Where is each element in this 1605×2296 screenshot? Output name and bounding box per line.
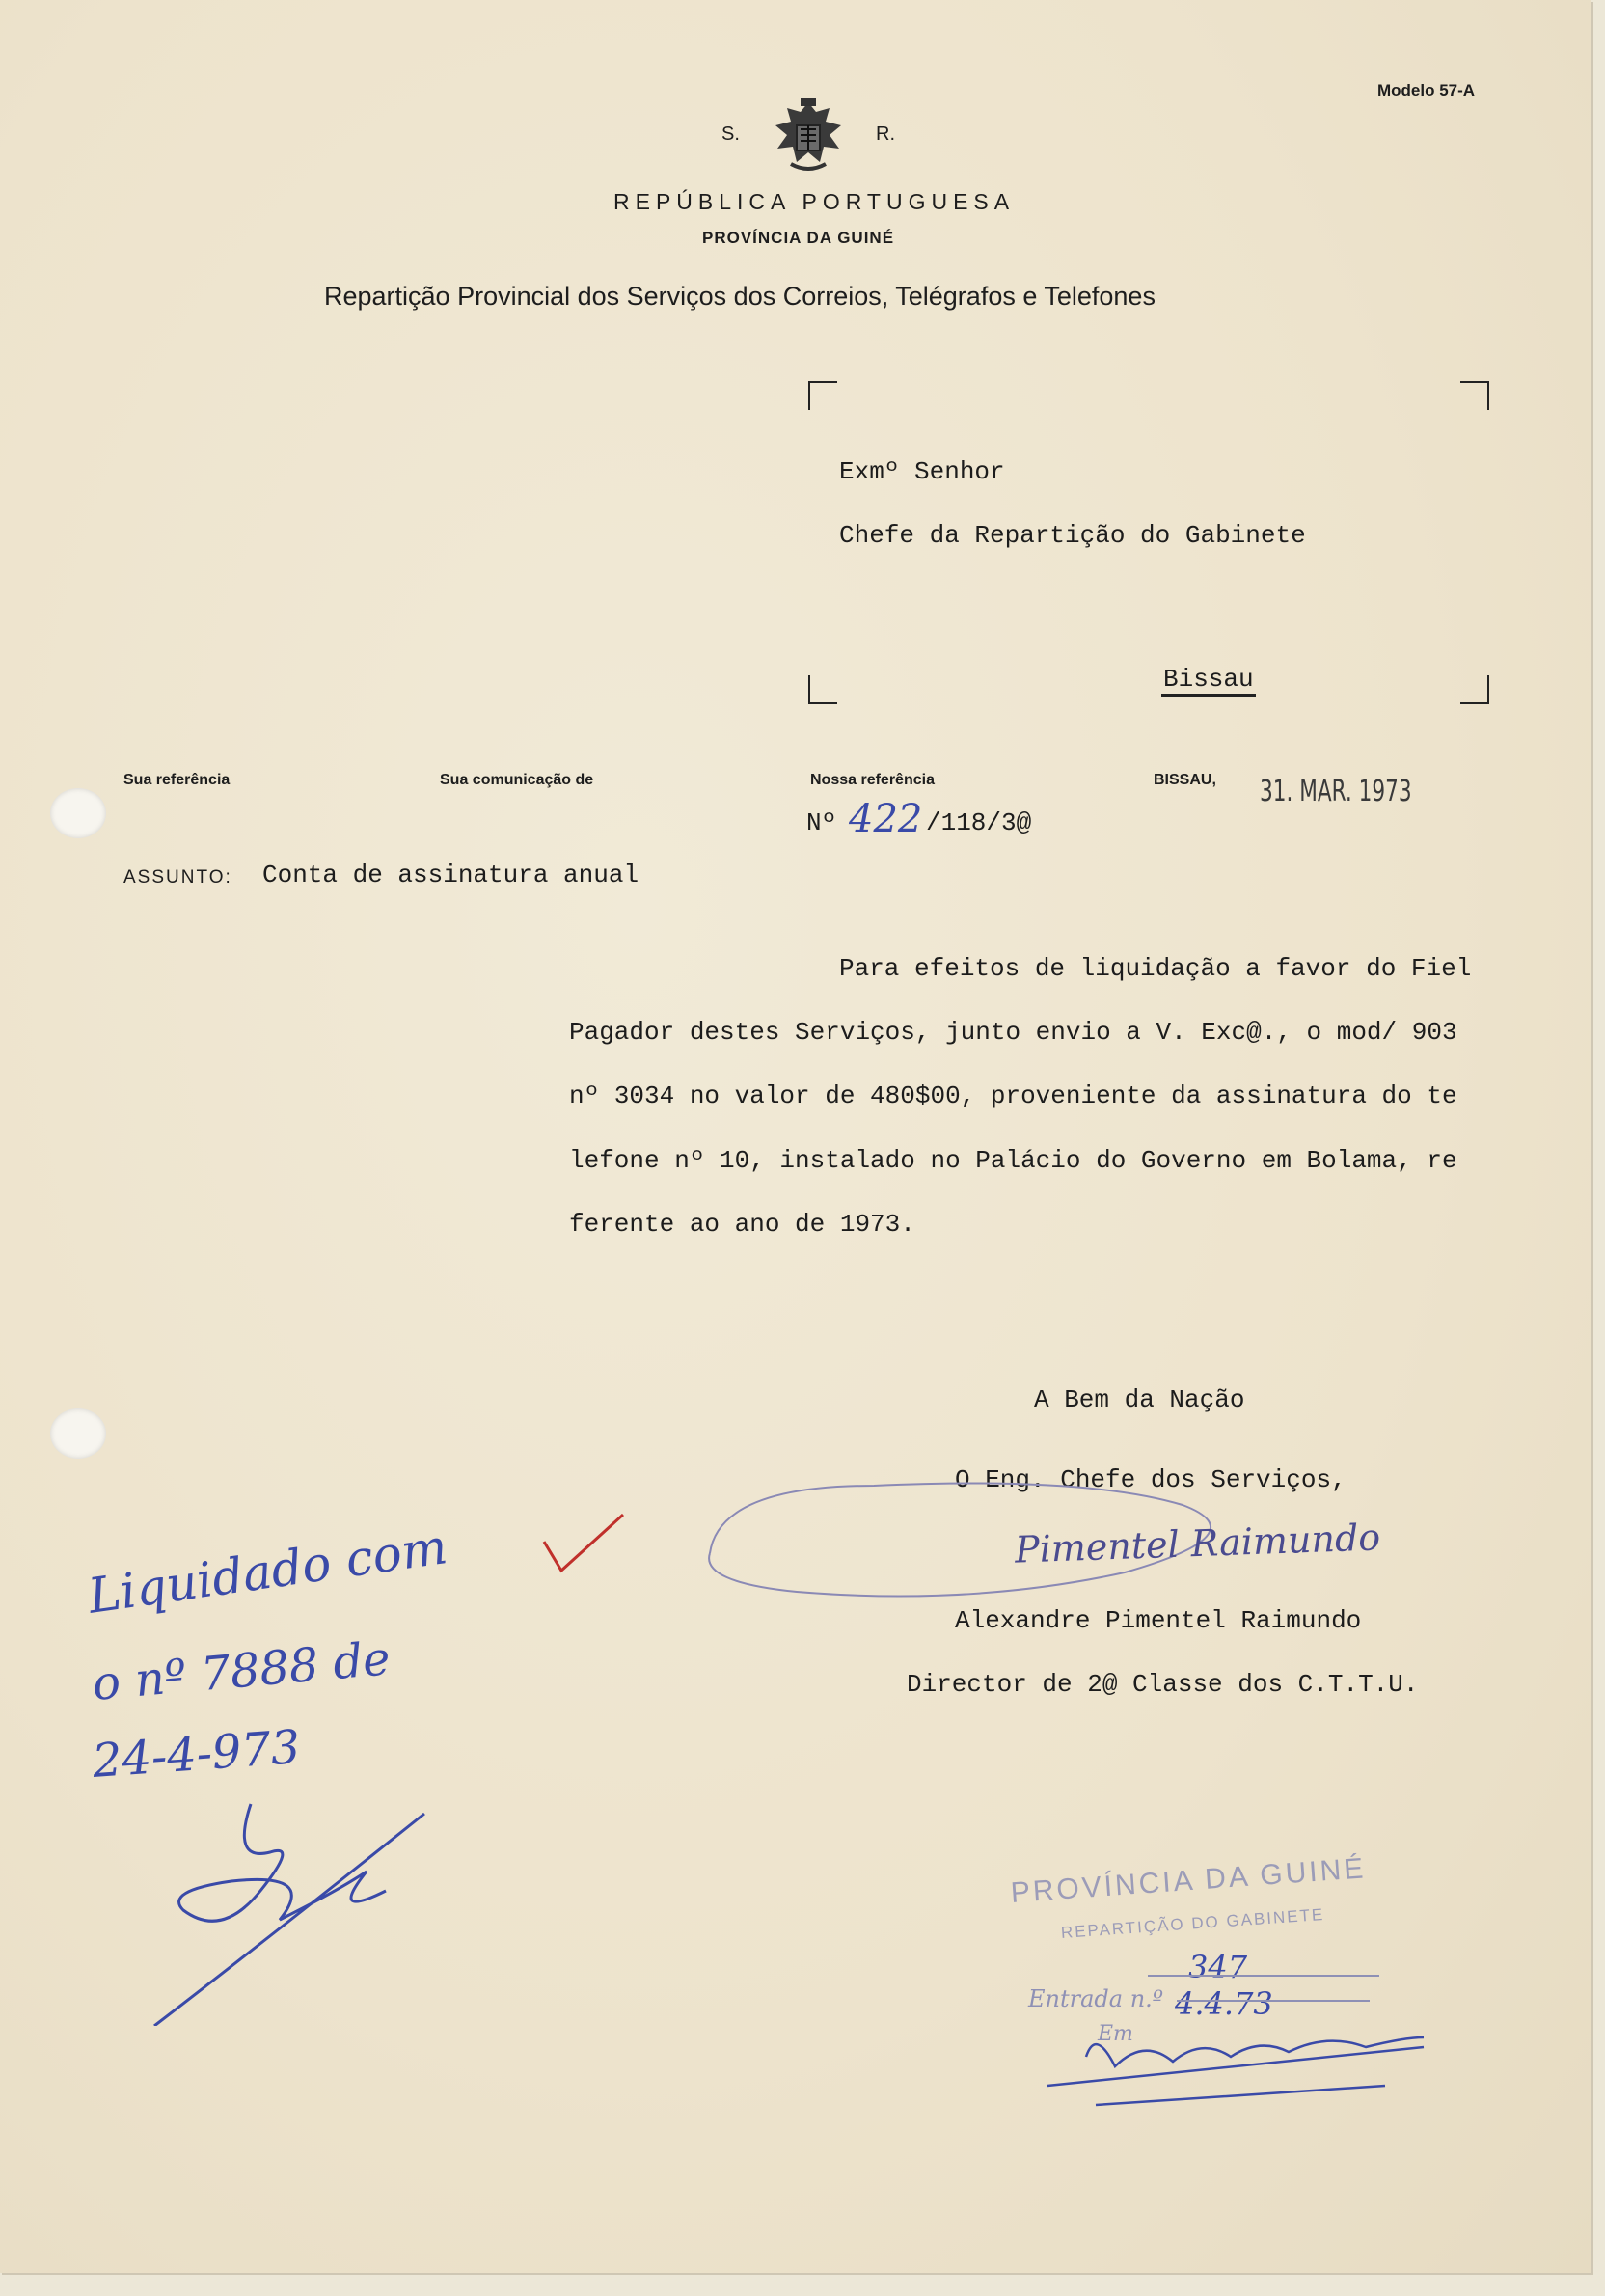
sua-referencia-label: Sua referência: [123, 772, 231, 788]
addressee-title: Chefe da Repartição do Gabinete: [839, 521, 1306, 550]
sua-comunicacao-label: Sua comunicação de: [440, 772, 594, 788]
ref-handwritten-number: 422: [849, 797, 923, 841]
r-mark: R.: [876, 123, 895, 145]
stamp-department: REPARTIÇÃO DO GABINETE: [1060, 1904, 1325, 1942]
closing-greeting: A Bem da Nação: [1034, 1385, 1245, 1414]
punch-hole-bottom: [50, 1408, 106, 1459]
address-corner-bl: [808, 675, 837, 704]
body-line-2: Pagador destes Serviços, junto envio a V. Exc@., o mod/ 903: [569, 1018, 1457, 1047]
address-corner-tr: [1460, 381, 1489, 410]
province-heading: PROVÍNCIA DA GUINÉ: [702, 229, 895, 247]
coat-of-arms-icon: [762, 96, 855, 178]
bissau-label: BISSAU,: [1154, 772, 1216, 788]
subject-label: ASSUNTO:: [123, 867, 232, 888]
handwritten-note-line-2: o nº 7888 de: [90, 1631, 393, 1711]
handwritten-note-line-3: 24-4-973: [91, 1720, 303, 1789]
department-heading: Repartição Provincial dos Serviços dos Correios, Telégrafos e Telefones: [324, 282, 1156, 311]
closing-role: O Eng. Chefe dos Serviços,: [955, 1465, 1347, 1494]
republic-heading: REPÚBLICA PORTUGUESA: [613, 189, 1016, 214]
initials-scribble: [145, 1785, 434, 2026]
address-corner-br: [1460, 675, 1489, 704]
body-line-4: lefone nº 10, instalado no Palácio do Governo em Bolama, re: [569, 1146, 1457, 1175]
stamp-entrada-label: Entrada n.º: [1028, 1985, 1164, 2012]
stamp-entry-lines: [1148, 1958, 1389, 2007]
punch-hole-top: [50, 788, 106, 838]
address-corner-tl: [808, 381, 837, 410]
stamp-entrada-date: 4.4.73: [1175, 1985, 1273, 2022]
body-line-3: nº 3034 no valor de 480$00, proveniente da assinatura do te: [569, 1081, 1457, 1110]
handwritten-note-line-1: Liquidado com: [84, 1518, 451, 1625]
body-line-1: Para efeitos de liquidação a favor do Fiel: [839, 954, 1472, 983]
model-label: Modelo 57-A: [1377, 81, 1476, 99]
stamp-entrada-number: 347: [1188, 1949, 1248, 1985]
s-mark: S.: [721, 123, 740, 145]
addressee-salutation: Exmº Senhor: [839, 457, 1005, 486]
date-stamp: 31. MAR. 1973: [1260, 775, 1412, 808]
addressee-city: Bissau: [1161, 665, 1256, 697]
ref-prefix: Nº: [806, 808, 837, 837]
signatory-position: Director de 2@ Classe dos C.T.T.U.: [907, 1670, 1419, 1699]
stamp-em-label: Em: [1098, 2022, 1133, 2046]
red-check-icon: [540, 1511, 627, 1578]
ref-suffix: /118/3@: [926, 808, 1032, 837]
body-line-5: ferente ao ano de 1973.: [569, 1210, 915, 1239]
nossa-referencia-label: Nossa referência: [810, 772, 935, 788]
stamp-signature: [1038, 2009, 1443, 2115]
subject-text: Conta de assinatura anual: [262, 861, 639, 889]
signatory-name: Alexandre Pimentel Raimundo: [955, 1606, 1362, 1635]
stamp-province: PROVÍNCIA DA GUINÉ: [1009, 1852, 1368, 1909]
signature: Pimentel Raimundo: [1014, 1516, 1381, 1572]
